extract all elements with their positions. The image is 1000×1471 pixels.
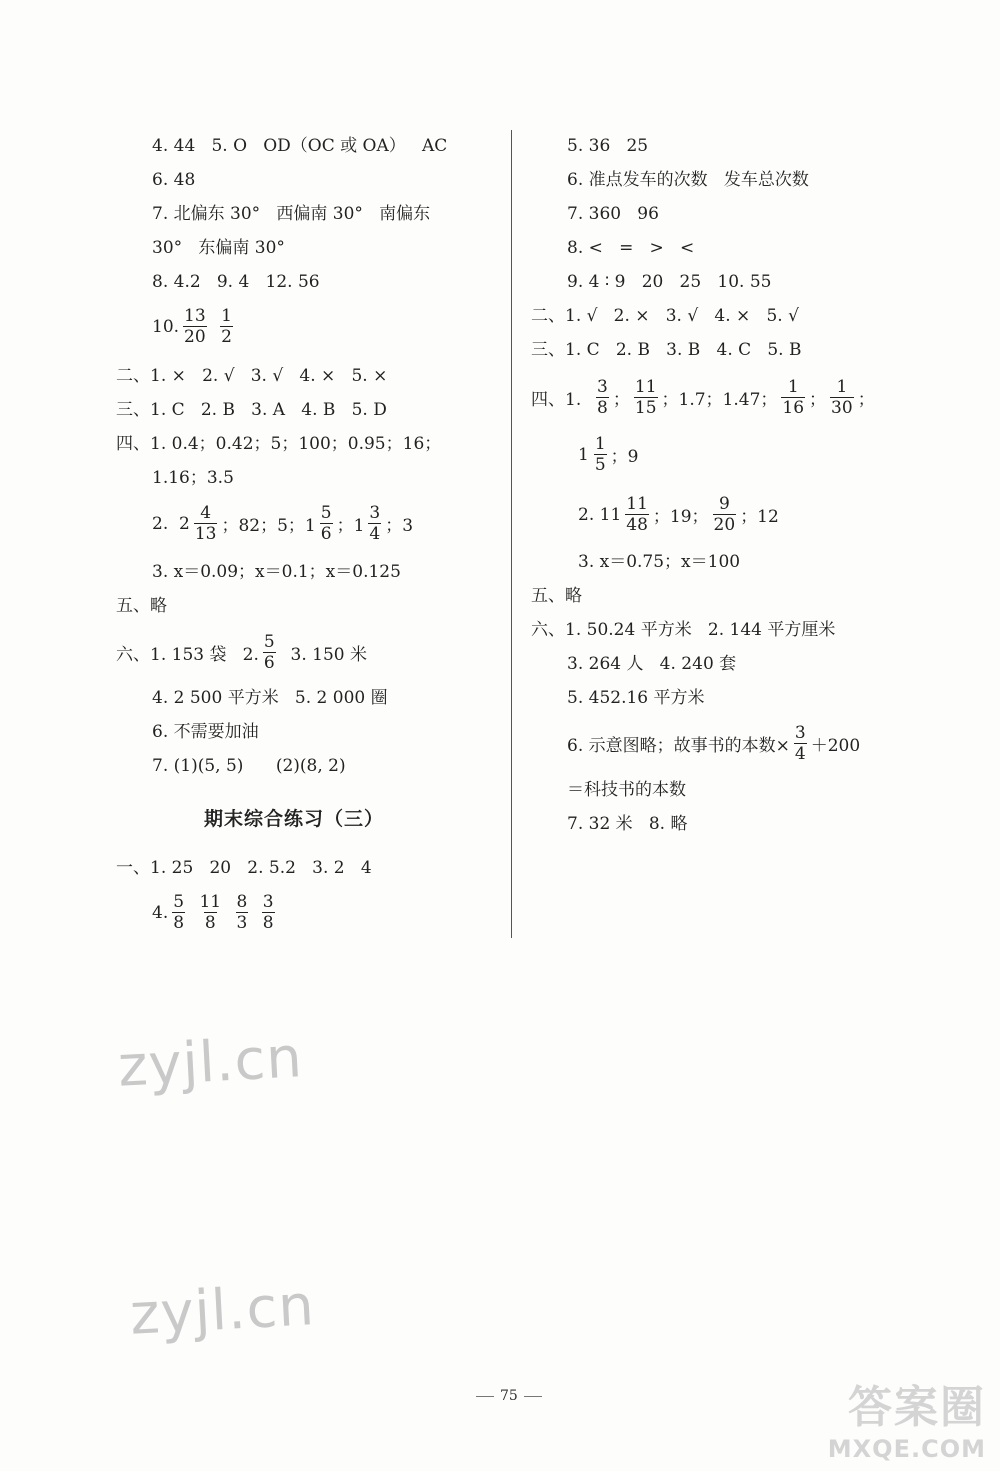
answer-prefix: 10.	[152, 316, 180, 337]
answer-line-fractions	[578, 494, 779, 535]
answer-line-fractions	[116, 632, 367, 673]
denominator: 8	[173, 913, 185, 933]
answer-line-fractions	[152, 892, 279, 933]
fraction	[320, 503, 333, 544]
answer-line: 3. x＝0.75；x＝100	[578, 552, 741, 572]
answer-prefix: 2. 2	[152, 513, 190, 534]
fraction	[263, 632, 276, 673]
numerator: 1	[787, 377, 799, 397]
answer-line: 4. 2 500 平方米 5. 2 000 圈	[152, 688, 388, 708]
fraction	[594, 434, 607, 475]
answer-text: ＋200	[810, 736, 861, 756]
answer-line: 3. x＝0.09；x＝0.1；x＝0.125	[152, 562, 401, 582]
fraction	[262, 892, 275, 933]
denominator: 16	[782, 398, 805, 418]
fraction	[220, 306, 233, 347]
answer-line: 3. 264 人 4. 240 套	[567, 654, 737, 674]
numerator: 1	[836, 377, 848, 397]
denominator: 6	[320, 524, 332, 544]
answer-line: 6. 不需要加油	[152, 722, 259, 742]
answer-text: 3. 150 米	[279, 645, 368, 665]
mixed-number-whole: 1	[578, 444, 589, 465]
answer-line: 一、1. 25 20 2. 5.2 3. 2 4	[116, 858, 372, 878]
denominator: 20	[184, 327, 206, 347]
answer-text: ；19；	[652, 507, 709, 527]
denominator: 5	[594, 455, 606, 475]
answer-line: 四、1. 0.4；0.42；5；100；0.95；16；	[116, 434, 442, 454]
denominator: 30	[831, 398, 853, 418]
fraction	[172, 892, 185, 933]
answer-line: 二、1. × 2. √ 3. √ 4. × 5. ×	[116, 366, 388, 386]
answer-line: 7. 32 米 8. 略	[567, 814, 688, 834]
numerator: 11	[199, 892, 222, 912]
answer-text: ；1.7；1.47；	[661, 390, 778, 410]
denominator: 48	[626, 515, 648, 535]
denominator: 15	[634, 398, 657, 418]
answer-prefix: 6. 示意图略；故事书的本数×	[567, 736, 790, 756]
answer-line-fractions	[152, 503, 413, 544]
denominator: 8	[262, 913, 274, 933]
fraction	[781, 377, 805, 418]
numerator: 1	[221, 306, 232, 326]
answer-line-fractions	[152, 306, 237, 347]
page-number: 75	[470, 1388, 548, 1404]
answer-line: 二、1. √ 2. × 3. √ 4. × 5. √	[531, 306, 799, 326]
answer-text: ；3	[385, 516, 414, 536]
logo-text: 答案圈	[848, 1382, 986, 1433]
answer-line-fractions: 四、1. $\frac{3}{8}$ ； $\frac{11}{15}$ ；1.7；1.47； $\frac{1}{16}$ ； $\frac{1}{30}$ ；	[531, 377, 875, 418]
logo-url: MXQE.COM	[827, 1435, 986, 1463]
answer-line: 1.16；3.5	[152, 468, 234, 488]
answer-prefix: 4.	[152, 902, 169, 923]
numerator: 4	[200, 503, 212, 523]
answer-line: 8. < = > <	[567, 238, 695, 258]
section-heading: 期末综合练习（三）	[204, 808, 385, 830]
denominator: 3	[236, 913, 248, 933]
fraction	[194, 503, 218, 544]
denominator: 8	[597, 398, 608, 418]
denominator: 8	[204, 913, 216, 933]
denominator: 4	[369, 524, 381, 544]
numerator: 1	[594, 434, 606, 454]
denominator: 13	[194, 524, 217, 544]
numerator: 13	[184, 306, 206, 326]
fraction	[713, 494, 737, 535]
answer-line: 7. (1)(5, 5) (2)(8, 2)	[152, 756, 346, 776]
answer-line: 三、1. C 2. B 3. A 4. B 5. D	[116, 400, 387, 420]
answer-line-fractions	[578, 434, 638, 475]
answer-line: 六、1. 50.24 平方米 2. 144 平方厘米	[531, 620, 836, 640]
numerator: 3	[369, 503, 381, 523]
watermark: zyjl.cn	[116, 1025, 305, 1100]
numerator: 11	[626, 494, 648, 514]
fraction	[368, 503, 381, 544]
answer-line: 5. 36 25	[567, 136, 649, 156]
answer-prefix: 六、1. 153 袋 2.	[116, 645, 259, 665]
denominator: 6	[263, 653, 275, 673]
answer-text: ；9	[610, 447, 639, 467]
fraction	[198, 892, 222, 933]
fraction	[183, 306, 207, 347]
answer-line: 6. 48	[152, 170, 196, 190]
fraction	[236, 892, 249, 933]
watermark: zyjl.cn	[128, 1273, 317, 1348]
answer-line: 五、略	[116, 596, 167, 616]
answer-text: ；12	[740, 507, 779, 527]
answer-line: 5. 452.16 平方米	[567, 688, 705, 708]
numerator: 3	[262, 892, 274, 912]
fraction	[794, 723, 807, 764]
numerator: 5	[173, 892, 185, 912]
numerator: 5	[263, 632, 275, 652]
fraction	[625, 494, 649, 535]
fraction	[634, 377, 658, 418]
numerator: 5	[320, 503, 332, 523]
answer-line: 6. 准点发车的次数 发车总次数	[567, 170, 809, 190]
answer-line-fractions	[567, 723, 860, 764]
answer-prefix: 四、1.	[531, 390, 582, 410]
fraction	[830, 377, 854, 418]
answer-prefix: 2. 11	[578, 504, 622, 525]
answer-line: 4. 44 5. O OD（OC 或 OA） AC	[152, 136, 448, 156]
answer-text: ；82；5；1	[221, 516, 316, 536]
numerator: 8	[236, 892, 248, 912]
answer-text: ；1	[336, 516, 365, 536]
numerator: 11	[634, 377, 657, 397]
column-divider	[511, 130, 512, 938]
answer-line: 7. 360 96	[567, 204, 659, 224]
denominator: 2	[221, 327, 232, 347]
answer-line: 8. 4.2 9. 4 12. 56	[152, 272, 320, 292]
numerator: 9	[718, 494, 730, 514]
answer-line: 9. 4 ∶ 9 20 25 10. 55	[567, 272, 772, 292]
denominator: 20	[713, 515, 736, 535]
answer-line: 五、略	[531, 586, 582, 606]
denominator: 4	[794, 744, 806, 764]
answer-line: 30° 东偏南 30°	[152, 238, 285, 258]
numerator: 3	[794, 723, 806, 743]
answer-line: 7. 北偏东 30° 西偏南 30° 南偏东	[152, 204, 431, 224]
answer-line: ＝科技书的本数	[567, 780, 686, 800]
numerator: 3	[597, 377, 608, 397]
answer-line: 三、1. C 2. B 3. B 4. C 5. B	[531, 340, 802, 360]
site-logo	[828, 1371, 986, 1463]
fraction	[596, 377, 609, 418]
